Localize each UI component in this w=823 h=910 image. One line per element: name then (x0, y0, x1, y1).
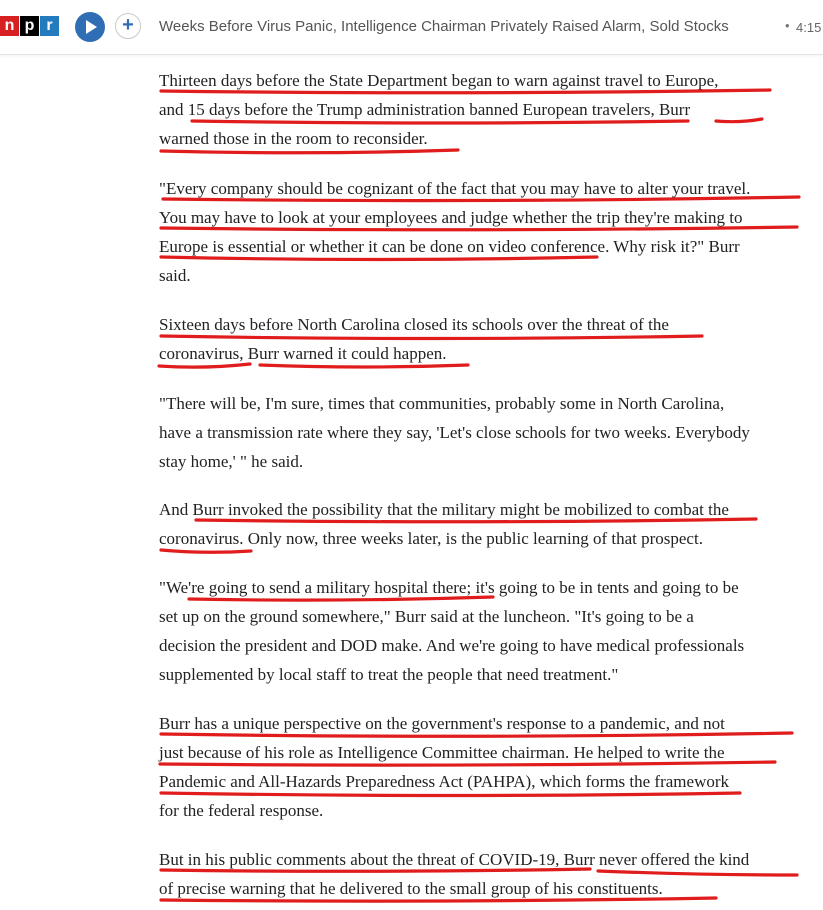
npr-logo[interactable] (0, 16, 60, 36)
article-paragraph (159, 573, 814, 689)
article-paragraph (159, 845, 814, 903)
npr-logo-letter-r: r (40, 16, 59, 36)
paragraph-line: You may have to look at your employees and judge whether the trip they're making to (159, 208, 743, 227)
paragraph-line: coronavirus. Only now, three weeks later, is the public learning of that prospect. (159, 529, 703, 548)
play-icon (85, 20, 97, 34)
paragraph-line: coronavirus, Burr warned it could happen. (159, 344, 447, 363)
paragraph-line: for the federal response. (159, 801, 324, 820)
paragraph-line: set up on the ground somewhere," Burr said at the luncheon. "It's going to be a (159, 607, 694, 626)
article-paragraph (159, 495, 814, 553)
paragraph-line: Sixteen days before North Carolina closed its schools over the threat of the (159, 315, 669, 334)
article-paragraph (159, 174, 814, 290)
plus-icon: + (122, 14, 134, 36)
article-paragraph (159, 709, 814, 825)
player-header-bar (0, 0, 823, 55)
paragraph-line: Burr has a unique perspective on the government's response to a pandemic, and not (159, 714, 725, 733)
npr-logo-letter-p: p (20, 16, 39, 36)
paragraph-line: Pandemic and All-Hazards Preparedness Act (PAHPA), which forms the framework (159, 772, 730, 791)
paragraph-line: and 15 days before the Trump administration banned European travelers, Burr (159, 100, 691, 119)
paragraph-line: just because of his role as Intelligence Committee chairman. He helped to write the (159, 743, 725, 762)
play-button[interactable] (75, 12, 105, 42)
audio-story-title[interactable]: Weeks Before Virus Panic, Intelligence Chairman Privately Raised Alarm, Sold Stocks (159, 18, 729, 35)
article-paragraph (159, 310, 814, 368)
paragraph-line: warned those in the room to reconsider. (159, 129, 428, 148)
paragraph-line: "Every company should be cognizant of the fact that you may have to alter your travel. (159, 179, 751, 198)
paragraph-line: Europe is essential or whether it can be done on video conference. Why risk it?" Burr (159, 237, 740, 256)
paragraph-line: decision the president and DOD make. And we're going to have medical professionals (159, 636, 745, 655)
paragraph-line: And Burr invoked the possibility that the military might be mobilized to combat the (159, 500, 729, 519)
add-to-playlist-button[interactable] (115, 13, 141, 39)
paragraph-line: Thirteen days before the State Department began to warn against travel to Europe, (159, 71, 719, 90)
article-paragraph (159, 389, 814, 476)
paragraph-line: of precise warning that he delivered to the small group of his constituents. (159, 879, 663, 898)
paragraph-line: have a transmission rate where they say, 'Let's close schools for two weeks. Everybody (159, 423, 750, 442)
audio-duration: 4:15 (796, 20, 822, 35)
paragraph-line: "We're going to send a military hospital there; it's going to be in tents and going to be (159, 578, 739, 597)
paragraph-line: "There will be, I'm sure, times that communities, probably some in North Carolina, (159, 394, 725, 413)
paragraph-line: But in his public comments about the threat of COVID-19, Burr never offered the kind (159, 850, 750, 869)
paragraph-line: stay home,' " he said. (159, 452, 304, 471)
paragraph-line: supplemented by local staff to treat the people that need treatment." (159, 665, 619, 684)
paragraph-line: said. (159, 266, 191, 285)
npr-logo-letter-n: n (0, 16, 19, 36)
title-separator: • (785, 18, 790, 33)
article-paragraph (159, 66, 814, 153)
